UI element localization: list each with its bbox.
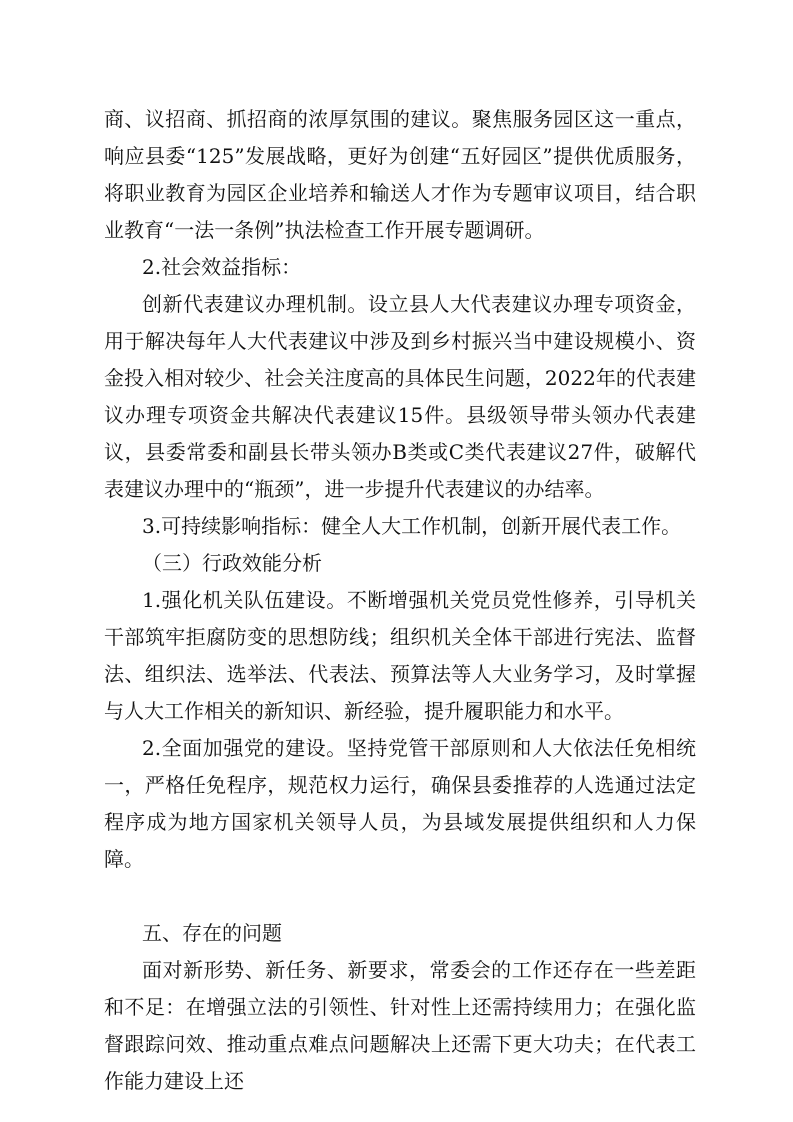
paragraph-suggestion-mechanism: 创新代表建议办理机制。设立县人大代表建议办理专项资金，用于解决每年人大代表建议中涉及到乡村振兴当中建设规模小、资金投入相对较少、社会关注度高的具体民生问题，2022年的代表建议办理专项资金共解决代表建议15件。县级领导带头领办代表建议，县委常委和副县长带头领办B类或C类代表建议27件，破解代表建议办理中的“瓶颈”，进一步提升代表建议的办结率。 <box>104 292 696 501</box>
subheading-social-benefit: 2.社会效益指标： <box>142 255 302 279</box>
section-gap <box>104 878 696 915</box>
subheading-admin-efficiency: （三）行政效能分析 <box>142 551 322 575</box>
document-body <box>104 101 696 1100</box>
paragraph-team-building: 1.强化机关队伍建设。不断增强机关党员党性修养，引导机关干部筑牢拒腐防变的思想防线；组织机关全体干部进行宪法、监督法、组织法、选举法、代表法、预算法等人大业务学习，及时掌握与人大工作相关的新知识、新经验，提升履职能力和水平。 <box>104 588 696 723</box>
paragraph-sustainable-impact: 3.可持续影响指标：健全人大工作机制，创新开展代表工作。 <box>142 514 682 538</box>
section-heading-problems: 五、存在的问题 <box>142 921 282 945</box>
paragraph-investment-suggestion: 商、议招商、抓招商的浓厚氛围的建议。聚焦服务园区这一重点，响应县委“125”发展战略，更好为创建“五好园区”提供优质服务，将职业教育为园区企业培养和输送人才作为专题审议项目，结合职业教育“一法一条例”执法检查工作开展专题调研。 <box>104 107 696 242</box>
paragraph-problems: 面对新形势、新任务、新要求，常委会的工作还存在一些差距和不足：在增强立法的引领性、针对性上还需持续用力；在强化监督跟踪问效、推动重点难点问题解决上还需下更大功夫；在代表工作能力建设上还 <box>104 958 696 1093</box>
paragraph-party-building: 2.全面加强党的建设。坚持党管干部原则和人大依法任免相统一，严格任免程序，规范权力运行，确保县委推荐的人选通过法定程序成为地方国家机关领导人员，为县域发展提供组织和人力保障。 <box>104 736 696 871</box>
